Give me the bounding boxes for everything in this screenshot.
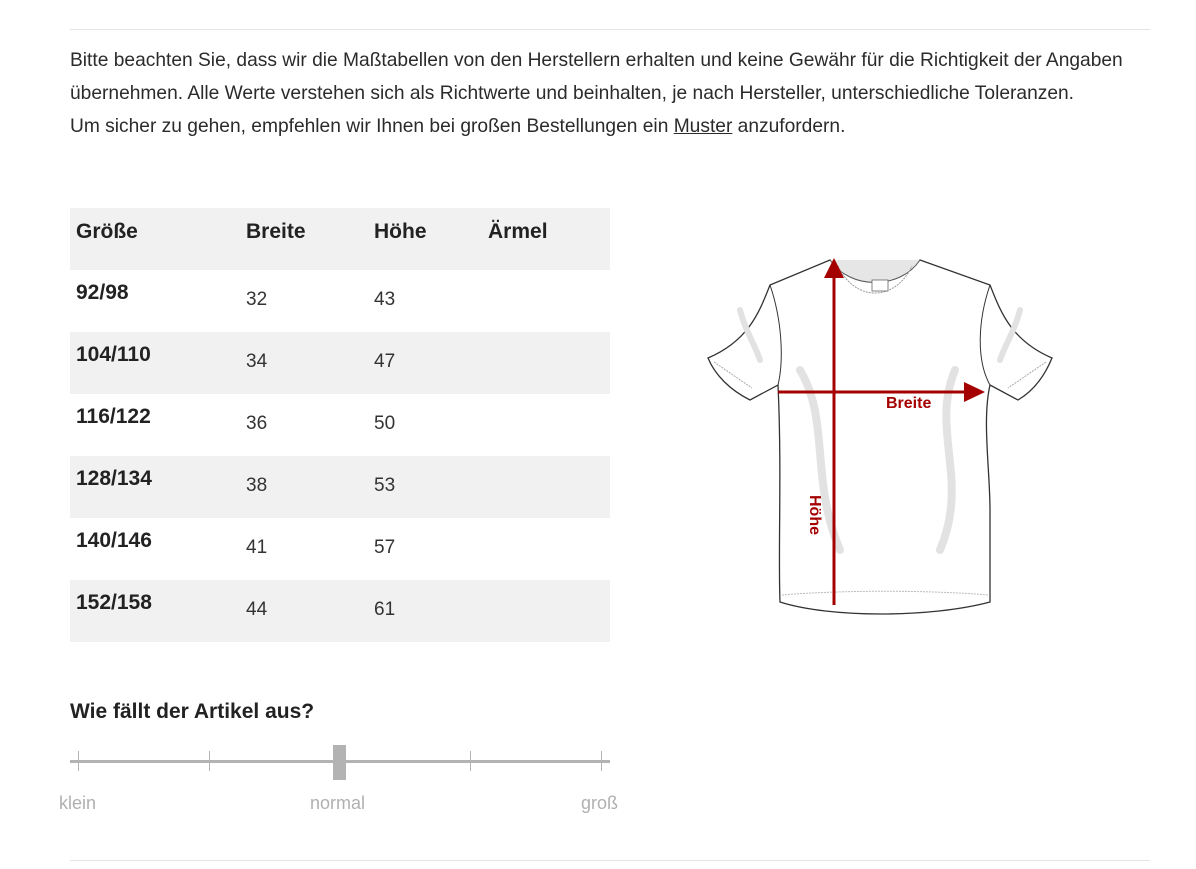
table-row — [70, 456, 610, 518]
sample-link[interactable]: Muster — [673, 116, 733, 137]
height-cell: 50 — [374, 413, 396, 434]
height-cell: 61 — [374, 599, 396, 620]
width-cell: 38 — [246, 475, 268, 496]
width-cell: 36 — [246, 413, 268, 434]
width-cell: 44 — [246, 599, 268, 620]
fit-tick — [470, 751, 471, 771]
fit-slider-thumb[interactable] — [333, 745, 346, 780]
size-cell: 116/122 — [76, 405, 151, 428]
fit-label-normal: normal — [310, 793, 366, 813]
table-header-row — [70, 208, 610, 270]
width-cell: 41 — [246, 537, 268, 558]
height-label: Höhe — [806, 495, 823, 535]
height-cell: 53 — [374, 475, 396, 496]
header-sleeve: Ärmel — [488, 220, 548, 243]
fit-title: Wie fällt der Artikel aus? — [70, 700, 315, 723]
height-cell: 57 — [374, 537, 396, 558]
width-cell: 32 — [246, 289, 268, 310]
sleeve-cell — [482, 580, 610, 642]
top-divider — [70, 29, 1150, 30]
width-cell: 34 — [246, 351, 268, 372]
fit-tick — [601, 751, 602, 771]
sleeve-cell — [482, 518, 610, 580]
notice-text-after: anzufordern. — [732, 116, 846, 137]
fit-label-large: groß — [581, 793, 619, 813]
height-cell: 43 — [374, 289, 396, 310]
table-row — [70, 394, 610, 456]
fit-tick — [209, 751, 210, 771]
fit-label-small: klein — [59, 793, 97, 813]
fit-tick — [78, 751, 79, 771]
tshirt-measurement-diagram — [700, 250, 1060, 630]
header-height: Höhe — [374, 220, 427, 243]
size-cell: 152/158 — [76, 591, 152, 614]
size-table — [70, 208, 610, 642]
notice-sample-text — [70, 110, 1160, 143]
notice-text-before: Um sicher zu gehen, empfehlen wir Ihnen bei großen Bestellungen ein — [70, 116, 674, 137]
sleeve-cell — [482, 456, 610, 518]
table-row — [70, 270, 610, 332]
tshirt-icon — [700, 250, 1060, 630]
sleeve-cell — [482, 394, 610, 456]
width-label: Breite — [886, 395, 932, 412]
notice-text: Bitte beachten Sie, dass wir die Maßtabellen von den Herstellern erhalten und keine Gewähr für die Richtigkeit der Angaben übernehmen. Alle Werte verstehen sich als Richtwerte und beinhalten, je nach Hersteller, unterschiedliche Toleranzen. — [70, 50, 1123, 104]
size-cell: 92/98 — [76, 281, 129, 304]
sleeve-cell — [482, 270, 610, 332]
header-width: Breite — [246, 220, 306, 243]
sleeve-cell — [482, 332, 610, 394]
table-row — [70, 580, 610, 642]
table-row — [70, 332, 610, 394]
header-size: Größe — [76, 220, 138, 243]
table-row — [70, 518, 610, 580]
size-notice — [70, 44, 1160, 143]
size-cell: 128/134 — [76, 467, 152, 490]
fit-slider[interactable] — [70, 745, 610, 781]
bottom-divider — [70, 860, 1150, 861]
height-cell: 47 — [374, 351, 396, 372]
size-cell: 104/110 — [76, 343, 151, 366]
size-cell: 140/146 — [76, 529, 152, 552]
